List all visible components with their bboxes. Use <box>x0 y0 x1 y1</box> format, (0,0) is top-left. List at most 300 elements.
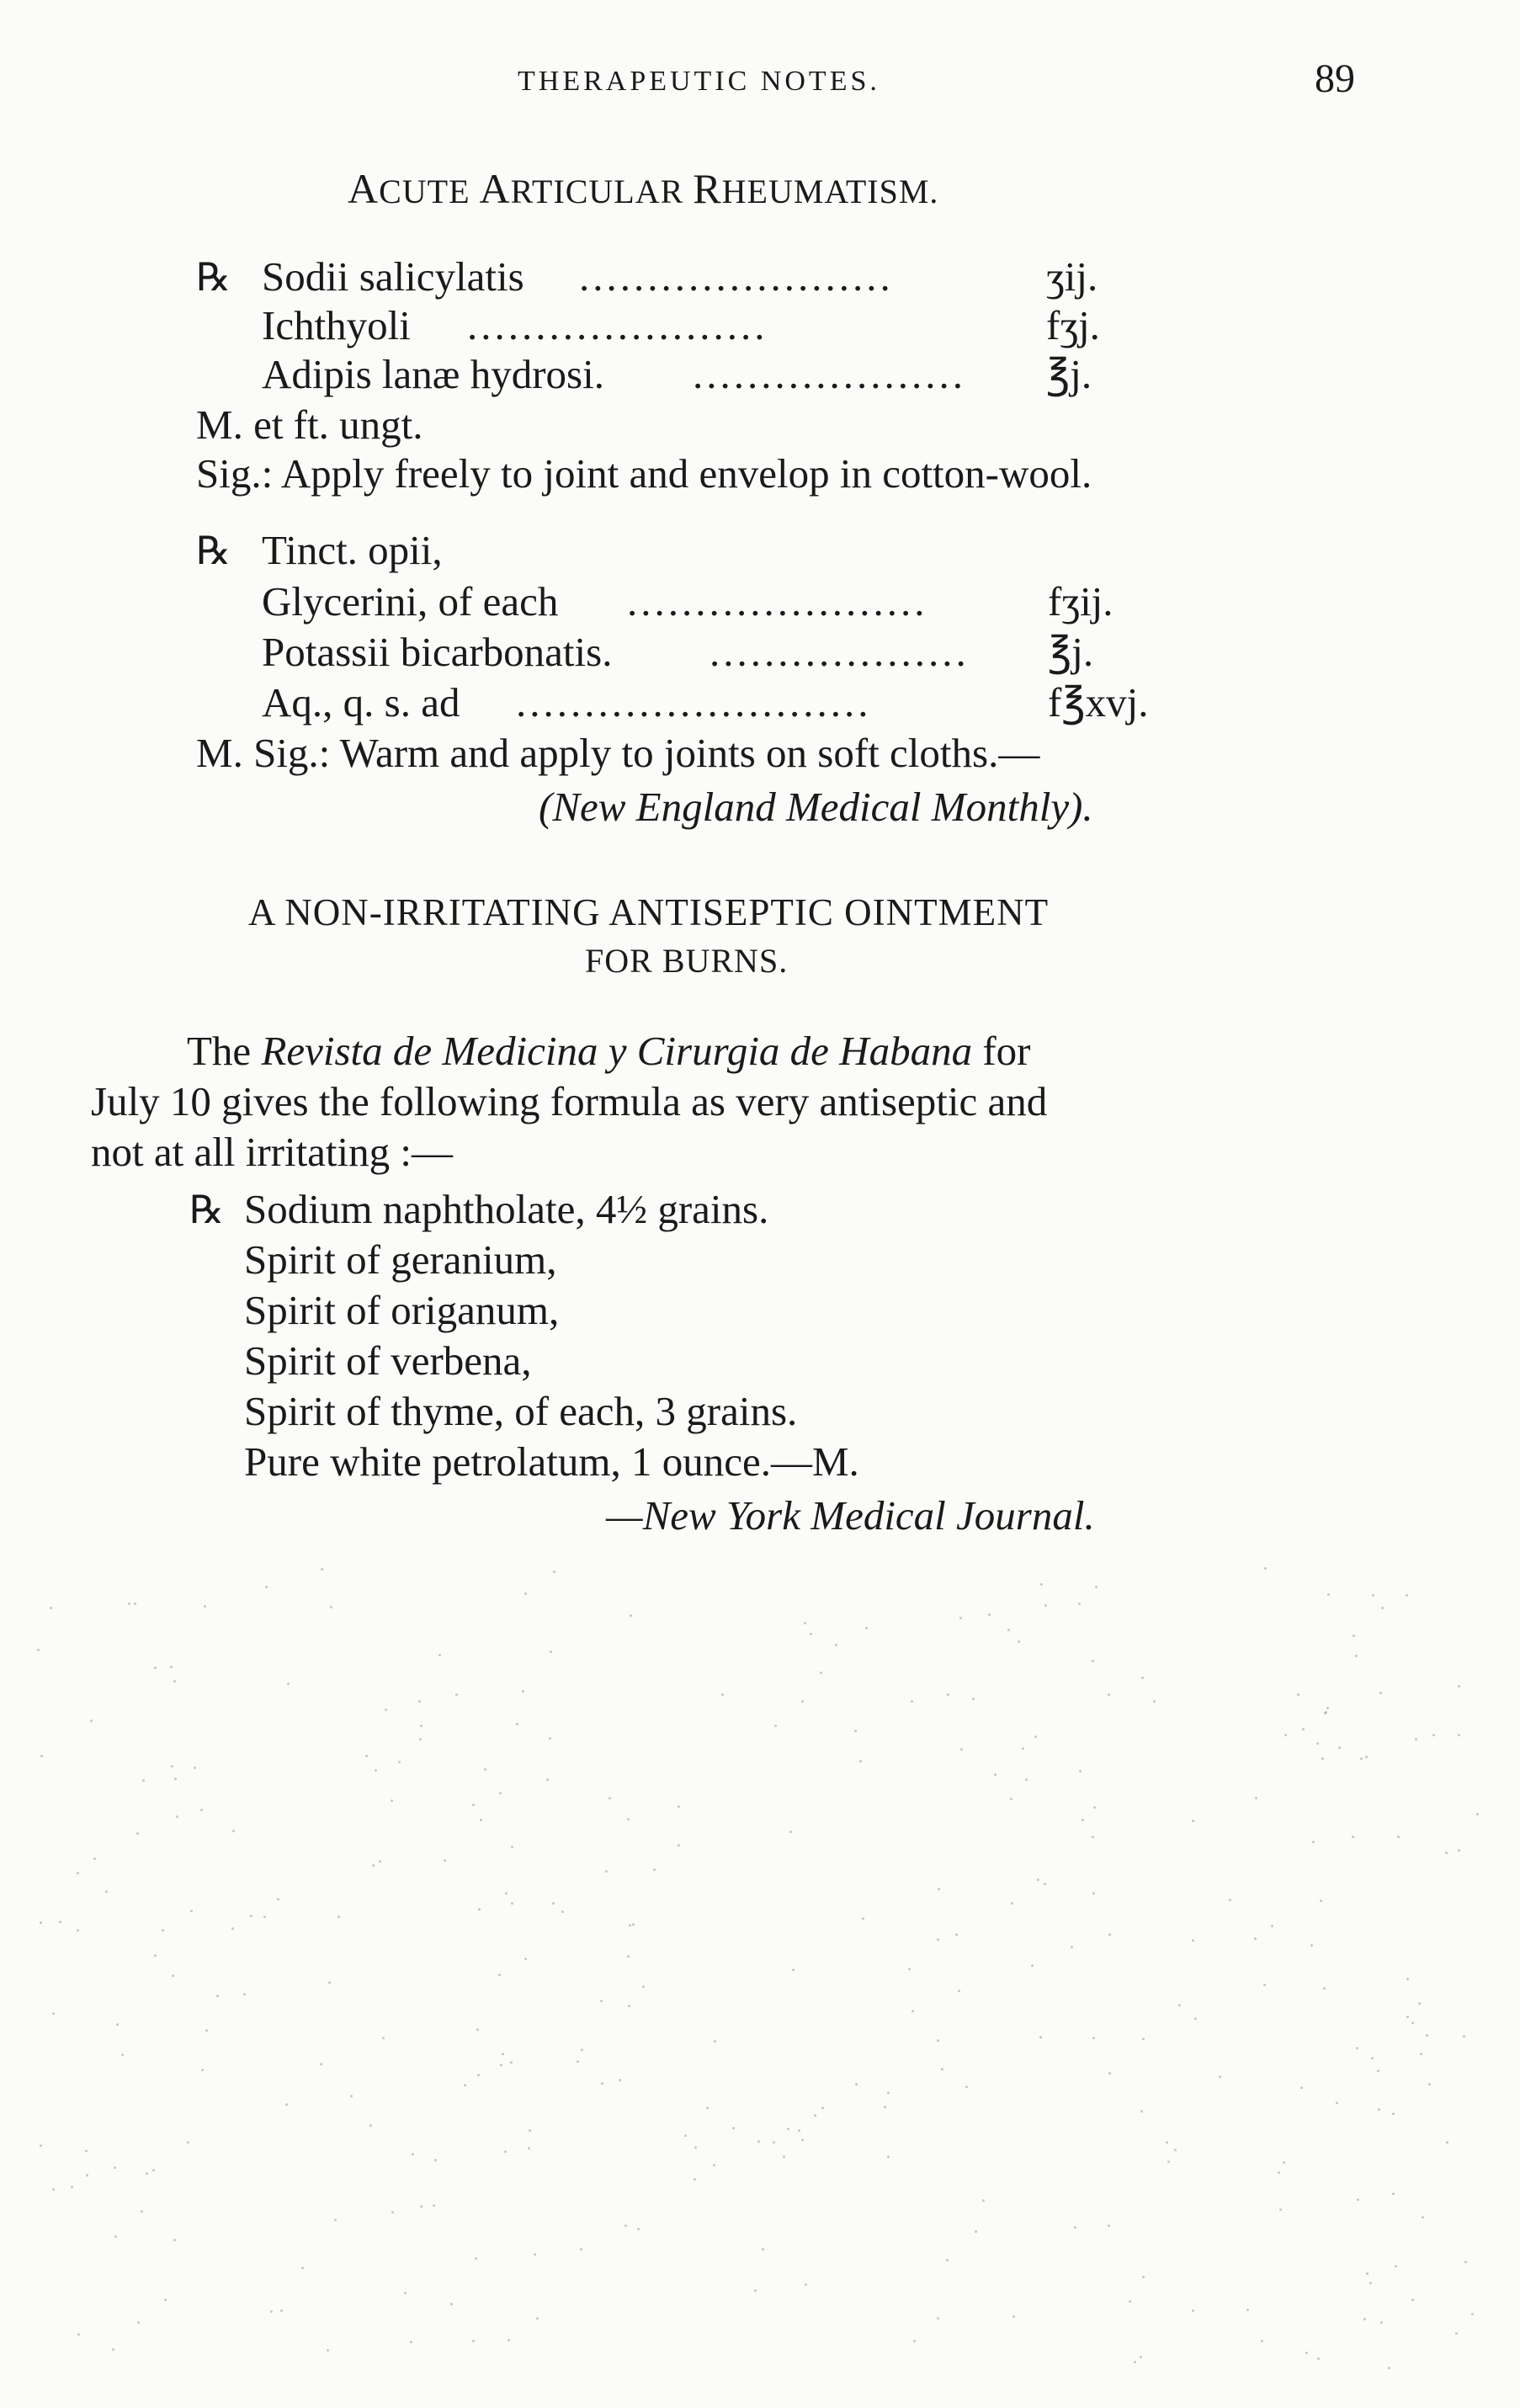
speck <box>263 1916 266 1918</box>
speck <box>404 2292 407 2294</box>
speck <box>1037 1879 1039 1881</box>
speck <box>580 2248 582 2251</box>
speck <box>502 2053 504 2055</box>
speck <box>420 1725 423 1727</box>
speck <box>1458 1849 1460 1852</box>
speck <box>478 1908 481 1911</box>
speck <box>511 1846 513 1848</box>
speck <box>476 2028 479 2031</box>
speck <box>1229 1899 1231 1901</box>
speck <box>1134 2361 1136 2363</box>
speck <box>1338 1746 1341 1749</box>
speck <box>1326 1707 1329 1709</box>
speck <box>938 1888 940 1890</box>
speck <box>773 2141 775 2144</box>
speck <box>204 1605 206 1608</box>
speck <box>792 1969 795 1971</box>
speck <box>391 1799 393 1802</box>
speck <box>1445 1852 1448 1854</box>
speck <box>1129 2300 1131 2303</box>
speck <box>1360 1757 1363 1760</box>
speck <box>86 2174 88 2177</box>
speck <box>550 1651 552 1653</box>
rx1-sig-line: Sig.: Apply freely to joint and envelop in cotton-wool. <box>196 450 1092 497</box>
speck <box>1092 1660 1094 1662</box>
speck <box>137 2321 140 2324</box>
rx-symbol: ℞ <box>196 529 231 572</box>
speck <box>1357 2198 1359 2201</box>
speck <box>410 2341 412 2343</box>
speck <box>1082 1819 1084 1821</box>
speck <box>798 2129 800 2132</box>
speck <box>1167 2161 1170 2163</box>
speck <box>121 2054 124 2056</box>
speck <box>93 1858 96 1860</box>
speck <box>201 2069 204 2071</box>
speck <box>854 1730 857 1732</box>
speck <box>382 2037 385 2039</box>
speck <box>1178 2004 1181 2007</box>
speck <box>330 1606 332 1608</box>
speck <box>420 2205 423 2208</box>
speck <box>1327 1593 1330 1596</box>
speck <box>128 1603 130 1605</box>
ingredient-line-4: Spirit of verbena, <box>244 1337 532 1384</box>
speck <box>1305 2352 1308 2354</box>
speck <box>1255 1797 1257 1799</box>
speck <box>1108 1933 1111 1936</box>
speck <box>337 1916 340 1918</box>
speck <box>642 1985 645 1988</box>
speck <box>285 2103 288 2106</box>
speck <box>1194 2017 1197 2020</box>
speck <box>714 2040 716 2043</box>
speck <box>1140 2356 1142 2358</box>
speck <box>455 1693 458 1696</box>
speck <box>187 2141 189 2144</box>
speck <box>500 2064 502 2066</box>
speck <box>499 1792 502 1794</box>
rx2-sig-line: M. Sig.: Warm and apply to joints on soft cloths.— <box>196 730 1040 776</box>
speck <box>1432 1734 1435 1736</box>
speck <box>1140 2110 1143 2113</box>
speck <box>1284 1734 1287 1736</box>
speck <box>114 2166 116 2169</box>
speck <box>1365 1756 1368 1758</box>
speck <box>136 1832 139 1835</box>
speck <box>1406 1978 1409 1980</box>
speck <box>757 2140 760 2143</box>
speck <box>1141 1677 1144 1679</box>
speck <box>152 2169 155 2171</box>
speck <box>484 1768 486 1771</box>
speck <box>1392 2193 1395 2195</box>
speck <box>1381 1607 1384 1609</box>
speck <box>988 1613 991 1616</box>
speck <box>804 1622 806 1624</box>
section-title-rheumatism: ACUTE ARTICULAR RHEUMATISM. <box>348 165 939 212</box>
speck <box>1071 1946 1073 1948</box>
speck <box>1192 1939 1194 1942</box>
speck <box>334 2219 337 2221</box>
speck <box>972 1698 975 1700</box>
speck <box>937 1938 939 1941</box>
speck <box>232 1830 235 1832</box>
speck <box>1392 2113 1395 2115</box>
speck <box>1025 1778 1028 1781</box>
speck <box>908 1968 911 1970</box>
speck <box>472 2340 475 2342</box>
speck <box>85 2150 88 2152</box>
speck <box>1093 1806 1096 1809</box>
speck <box>59 1921 61 1923</box>
speck <box>855 2083 858 2086</box>
speck <box>1246 2309 1249 2311</box>
speck <box>77 1872 79 1874</box>
speck <box>694 2146 697 2149</box>
speck <box>801 1700 804 1703</box>
speck <box>627 1955 630 1958</box>
speck <box>1142 2038 1145 2040</box>
rx1-line-1: ℞ Sodii salicylatis ....................... ʒij. <box>196 253 1098 300</box>
speck <box>955 1933 958 1936</box>
speck <box>1095 1586 1097 1588</box>
speck <box>805 2283 807 2286</box>
speck <box>835 1644 837 1646</box>
speck <box>1366 2272 1369 2275</box>
speck <box>1300 2086 1303 2089</box>
speck <box>434 2159 437 2161</box>
speck <box>52 2188 55 2191</box>
speck <box>1254 1938 1257 1940</box>
speck <box>114 2235 117 2238</box>
speck <box>511 1902 513 1905</box>
speck <box>713 2164 715 2166</box>
speck <box>721 1693 724 1696</box>
speck <box>205 2029 208 2032</box>
speck <box>965 2086 968 2088</box>
speck <box>505 1892 508 1895</box>
speck <box>516 1723 518 1725</box>
speck <box>77 2333 80 2336</box>
speck <box>265 1586 268 1588</box>
speck <box>40 1922 42 1924</box>
speck <box>1040 1583 1043 1586</box>
speck <box>1278 2171 1280 2174</box>
speck <box>52 2012 55 2015</box>
speck <box>1458 1734 1460 1736</box>
speck <box>1323 1987 1326 1990</box>
speck <box>134 1603 136 1605</box>
speck <box>1372 1594 1374 1597</box>
speck <box>959 1617 962 1619</box>
speck <box>947 1693 949 1696</box>
speck <box>1078 1603 1081 1605</box>
speck <box>821 2107 824 2109</box>
speck <box>172 1975 174 1977</box>
speck <box>762 2248 764 2251</box>
speck <box>627 1818 630 1821</box>
speck <box>1302 1728 1305 1730</box>
speck <box>475 2257 477 2260</box>
speck <box>142 1779 145 1782</box>
speck <box>975 2230 977 2233</box>
speck <box>561 1911 564 1913</box>
speck <box>859 1760 862 1762</box>
ingredient-line-3: Spirit of origanum, <box>244 1287 560 1333</box>
speck <box>994 1773 997 1776</box>
speck <box>1446 2141 1448 2144</box>
speck <box>1012 2315 1015 2318</box>
speck <box>419 1738 422 1741</box>
speck <box>1044 1883 1046 1885</box>
speck <box>678 1805 680 1808</box>
speck <box>913 2340 916 2342</box>
speck <box>1471 2313 1474 2315</box>
speck <box>105 1890 108 1893</box>
speck <box>37 1649 40 1651</box>
speck <box>1263 1984 1266 1986</box>
speck <box>112 2348 114 2351</box>
speck <box>1320 1900 1322 1902</box>
speck <box>706 2107 709 2109</box>
speck <box>1406 2016 1409 2018</box>
speck <box>577 2060 579 2063</box>
speck <box>250 1915 252 1917</box>
speck <box>270 2310 273 2313</box>
speck <box>937 2317 939 2320</box>
speck <box>553 1571 555 1573</box>
speck <box>154 1666 157 1669</box>
paragraph-line-2: July 10 gives the following formula as very antiseptic and <box>91 1078 1048 1124</box>
speck <box>1312 1841 1315 1843</box>
speck <box>1092 2037 1095 2039</box>
speck <box>1142 2276 1145 2278</box>
speck <box>480 1819 482 1821</box>
speck <box>632 1923 635 1926</box>
source-citation-2: —New York Medical Journal. <box>606 1492 1095 1539</box>
speck <box>90 1720 93 1722</box>
speck <box>171 1765 173 1767</box>
speck <box>375 1769 377 1772</box>
speck <box>141 2210 143 2213</box>
speck <box>1420 2053 1422 2055</box>
speck <box>77 1929 79 1932</box>
speck <box>1174 2149 1177 2151</box>
speck <box>1074 2226 1076 2229</box>
speck <box>1153 1700 1156 1703</box>
speck <box>601 2082 603 2085</box>
rx-symbol: ℞ <box>189 1188 225 1231</box>
speck <box>884 2106 886 2108</box>
speck <box>472 1804 475 1806</box>
speck <box>194 1767 196 1769</box>
speck <box>619 2079 621 2081</box>
speck <box>1279 2209 1282 2211</box>
speck <box>1397 1836 1400 1838</box>
paragraph-line-1: The Revista de Medicina y Cirurgia de Habana for <box>187 1028 1031 1074</box>
speck <box>1031 1964 1034 1967</box>
speck <box>164 2299 167 2301</box>
speck <box>911 1700 913 1703</box>
speck <box>946 2259 949 2262</box>
speck <box>365 1755 368 1757</box>
speck <box>911 2010 914 2012</box>
speck <box>887 2156 890 2158</box>
speck <box>1316 1742 1319 1745</box>
speck <box>732 2127 735 2129</box>
speck <box>958 1990 960 1992</box>
speck <box>1325 1711 1327 1714</box>
speck <box>1321 1757 1324 1760</box>
speck <box>609 1797 611 1799</box>
speck <box>1261 2340 1263 2342</box>
speck <box>176 1815 178 1818</box>
speck <box>418 1700 421 1703</box>
speck <box>398 1761 401 1763</box>
speck <box>116 2023 119 2026</box>
speck <box>1264 1567 1267 1570</box>
speck <box>231 1927 234 1930</box>
speck <box>1353 1635 1355 1637</box>
speck <box>1317 2358 1320 2360</box>
speck <box>510 2061 513 2064</box>
paragraph-line-3: not at all irritating :— <box>91 1129 454 1175</box>
speck <box>321 1568 323 1571</box>
ingredient-line-5: Spirit of thyme, of each, 3 grains. <box>244 1388 798 1434</box>
speck <box>1352 1836 1354 1838</box>
speck <box>1464 2261 1467 2263</box>
speck <box>1192 1820 1194 1822</box>
ingredient-line-1: ℞ Sodium naphtholate, 4½ grains. <box>189 1186 769 1232</box>
speck <box>477 2074 480 2076</box>
speck <box>887 2092 890 2094</box>
speck <box>444 1859 446 1862</box>
speck <box>787 2128 789 2130</box>
speck <box>40 1755 43 1757</box>
speck <box>190 1910 193 1912</box>
speck <box>1476 1813 1479 1815</box>
speck <box>628 2005 630 2007</box>
speck <box>552 1902 555 1905</box>
speck <box>1271 1925 1273 1927</box>
speck <box>412 2153 414 2156</box>
speck <box>320 2063 322 2065</box>
speck <box>146 2172 148 2175</box>
speck <box>1034 1736 1037 1738</box>
speck <box>1377 2070 1379 2072</box>
speck <box>801 2139 804 2141</box>
speck <box>534 2253 536 2256</box>
speck <box>982 2199 985 2202</box>
speck <box>1458 1685 1460 1688</box>
ingredient-line-6: Pure white petrolatum, 1 ounce.—M. <box>244 1438 859 1485</box>
speck <box>581 2049 583 2051</box>
speck <box>810 1633 812 1635</box>
speck <box>216 1995 219 1997</box>
speck <box>1092 1836 1094 1838</box>
speck <box>1378 2108 1380 2111</box>
speck <box>529 2129 531 2132</box>
speck <box>174 1778 177 1780</box>
speck <box>498 1974 501 1976</box>
speck <box>200 1809 203 1811</box>
speck <box>937 2039 939 2042</box>
speck <box>1415 1738 1417 1741</box>
speck <box>1108 2072 1111 2075</box>
speck <box>1092 1892 1095 1895</box>
speck <box>624 2225 627 2227</box>
speck <box>173 1680 176 1682</box>
speck <box>1380 2321 1383 2324</box>
speck <box>1336 2102 1338 2104</box>
speck <box>1010 1798 1012 1800</box>
speck <box>277 1898 279 1900</box>
speck <box>1011 1902 1013 1905</box>
speck <box>605 1870 608 1873</box>
speck <box>1007 1629 1010 1631</box>
speck <box>630 1614 632 1617</box>
speck <box>1388 2367 1390 2369</box>
speck <box>391 2211 394 2214</box>
speck <box>1428 2083 1431 2086</box>
speck <box>814 2114 816 2117</box>
ingredient-line-2: Spirit of geranium, <box>244 1236 557 1283</box>
speck <box>653 1868 656 1871</box>
speck <box>1455 2332 1458 2335</box>
speck <box>1108 1693 1110 1696</box>
section-title-ointment-line2: FOR BURNS. <box>585 942 789 980</box>
speck <box>464 2084 466 2086</box>
speck <box>243 1993 246 1996</box>
speck <box>40 2145 42 2147</box>
speck <box>327 2349 329 2352</box>
speck <box>438 1654 441 1656</box>
speck <box>1363 2318 1366 2320</box>
speck <box>684 2134 687 2137</box>
source-citation-1: (New England Medical Monthly). <box>539 784 1093 830</box>
speck <box>549 1737 551 1740</box>
speck <box>1039 2036 1042 2039</box>
rx-symbol: ℞ <box>196 256 231 299</box>
speck <box>1426 2034 1428 2037</box>
speck <box>50 1607 52 1609</box>
speck <box>280 2310 283 2312</box>
speck <box>600 2000 603 2002</box>
speck <box>1356 2047 1358 2049</box>
speck <box>1044 1604 1047 1607</box>
speck <box>678 1844 680 1847</box>
speck <box>328 1981 331 1984</box>
rx2-line-1: ℞ Tinct. opii, <box>196 527 443 573</box>
speck <box>1192 2310 1194 2312</box>
speck <box>862 1917 864 1920</box>
speck <box>170 1666 173 1668</box>
speck <box>1018 1640 1020 1643</box>
speck <box>450 2303 453 2305</box>
speck <box>1418 2002 1421 2005</box>
speck <box>820 1672 822 1674</box>
speck <box>1283 2161 1285 2164</box>
speck <box>1369 2282 1372 2284</box>
speck <box>694 2178 696 2181</box>
speck <box>1371 2057 1374 2060</box>
speck <box>941 2068 943 2070</box>
speck <box>1411 2022 1414 2024</box>
page-number: 89 <box>1315 56 1355 101</box>
speck <box>1310 1944 1313 1947</box>
speck <box>524 1958 527 1960</box>
